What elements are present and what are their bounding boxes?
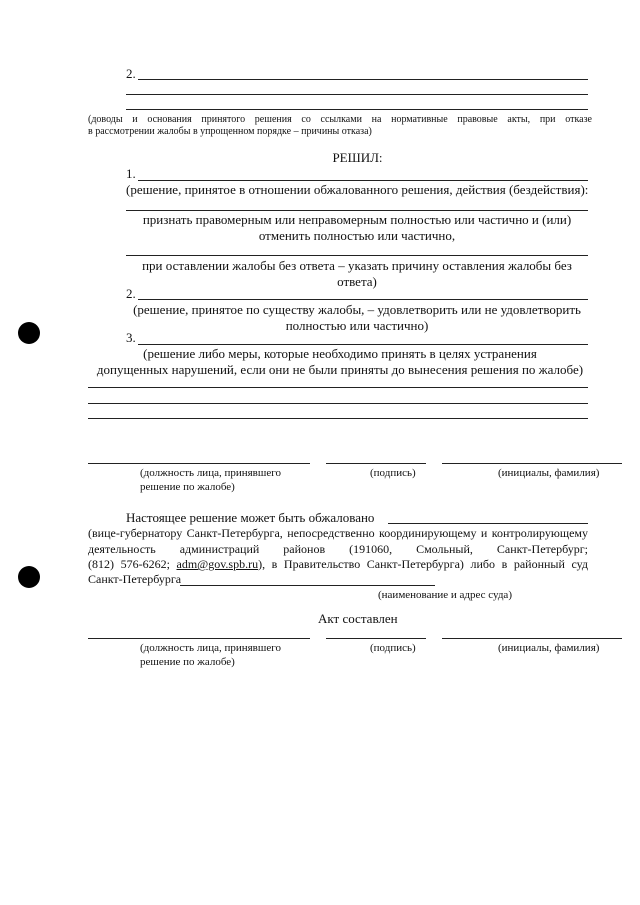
appeal-intro: Настоящее решение может быть обжаловано: [126, 510, 375, 525]
name-caption: (инициалы, фамилия): [498, 642, 600, 654]
decision-3-line: [138, 344, 588, 345]
item-2-number: 2.: [126, 66, 136, 81]
blank-line: [88, 418, 588, 419]
position-line: [88, 638, 310, 639]
caption-line: отменить полностью или частично,: [258, 228, 456, 243]
caption-line: решение по жалобе): [140, 656, 235, 668]
position-caption: [140, 641, 281, 669]
decision-1-caption-3: [126, 258, 588, 290]
blank-line: [88, 403, 588, 404]
signature-caption: (подпись): [370, 467, 416, 479]
decision-2-number: 2.: [126, 286, 136, 301]
caption-line: признать правомерным или неправомерным полностью или частично и (или): [142, 212, 572, 227]
decision-2-line: [138, 299, 588, 300]
decision-2-caption: [126, 302, 588, 334]
court-line: [180, 585, 435, 586]
appeal-line: [388, 523, 588, 524]
name-line: [442, 463, 622, 464]
appeal-text-4: Санкт-Петербурга: [88, 572, 182, 586]
decision-heading: РЕШИЛ:: [332, 150, 383, 165]
caption-line: (должность лица, принявшего: [140, 642, 281, 654]
signature-line: [326, 638, 426, 639]
appeal-text-1: (вице-губернатору Санкт-Петербурга, непосредственно координирующему и контролирующему: [88, 526, 588, 540]
punch-hole-bottom: [18, 566, 40, 588]
caption-line: ответа): [337, 274, 377, 289]
blank-line: [88, 387, 588, 388]
caption-line: допущенных нарушений, если они не были приняты до вынесения решения по жалобе): [96, 362, 584, 377]
act-heading: Акт составлен: [318, 611, 398, 626]
caption-line: при оставлении жалобы без ответа – указать причину оставления жалобы без: [142, 258, 572, 273]
reasons-note: (доводы и основания принятого решения со ссылками на нормативные правовые акты, при отказе: [88, 114, 592, 125]
punch-hole-top: [18, 322, 40, 344]
appeal-text-2: деятельность администраций районов (191060, Смольный, Санкт-Петербург;: [88, 542, 588, 556]
blank-line: [126, 94, 588, 95]
name-line: [442, 638, 622, 639]
blank-line: [126, 109, 588, 110]
item-2-line: [138, 79, 588, 80]
decision-3-number: 3.: [126, 330, 136, 345]
appeal-text-3: (812) 576-6262; adm@gov.spb.ru), в Правительство Санкт-Петербурга) либо в районный суд: [88, 557, 589, 571]
caption-line: (решение, принятое по существу жалобы, – удовлетворить или не удовлетворить: [133, 302, 581, 317]
decision-3-caption: [88, 346, 592, 378]
decision-1-number: 1.: [126, 166, 136, 181]
decision-1-line: [138, 180, 588, 181]
caption-line: решение по жалобе): [140, 481, 235, 493]
caption-line: полностью или частично): [285, 318, 429, 333]
name-caption: (инициалы, фамилия): [498, 467, 600, 479]
decision-1-caption-2: [126, 212, 588, 244]
court-caption: (наименование и адрес суда): [378, 589, 512, 601]
position-line: [88, 463, 310, 464]
signature-caption: (подпись): [370, 642, 416, 654]
decision-1-caption: (решение, принятое в отношении обжалованного решения, действия (бездействия):: [126, 182, 589, 197]
caption-line: (должность лица, принявшего: [140, 467, 281, 479]
signature-line: [326, 463, 426, 464]
email-link[interactable]: adm@gov.spb.ru: [176, 557, 259, 571]
blank-line: [126, 255, 588, 256]
blank-line: [126, 210, 588, 211]
reasons-note-2: в рассмотрении жалобы в упрощенном порядке – причины отказа): [88, 126, 372, 137]
caption-line: (решение либо меры, которые необходимо принять в целях устранения: [143, 346, 537, 361]
position-caption: [140, 466, 281, 494]
